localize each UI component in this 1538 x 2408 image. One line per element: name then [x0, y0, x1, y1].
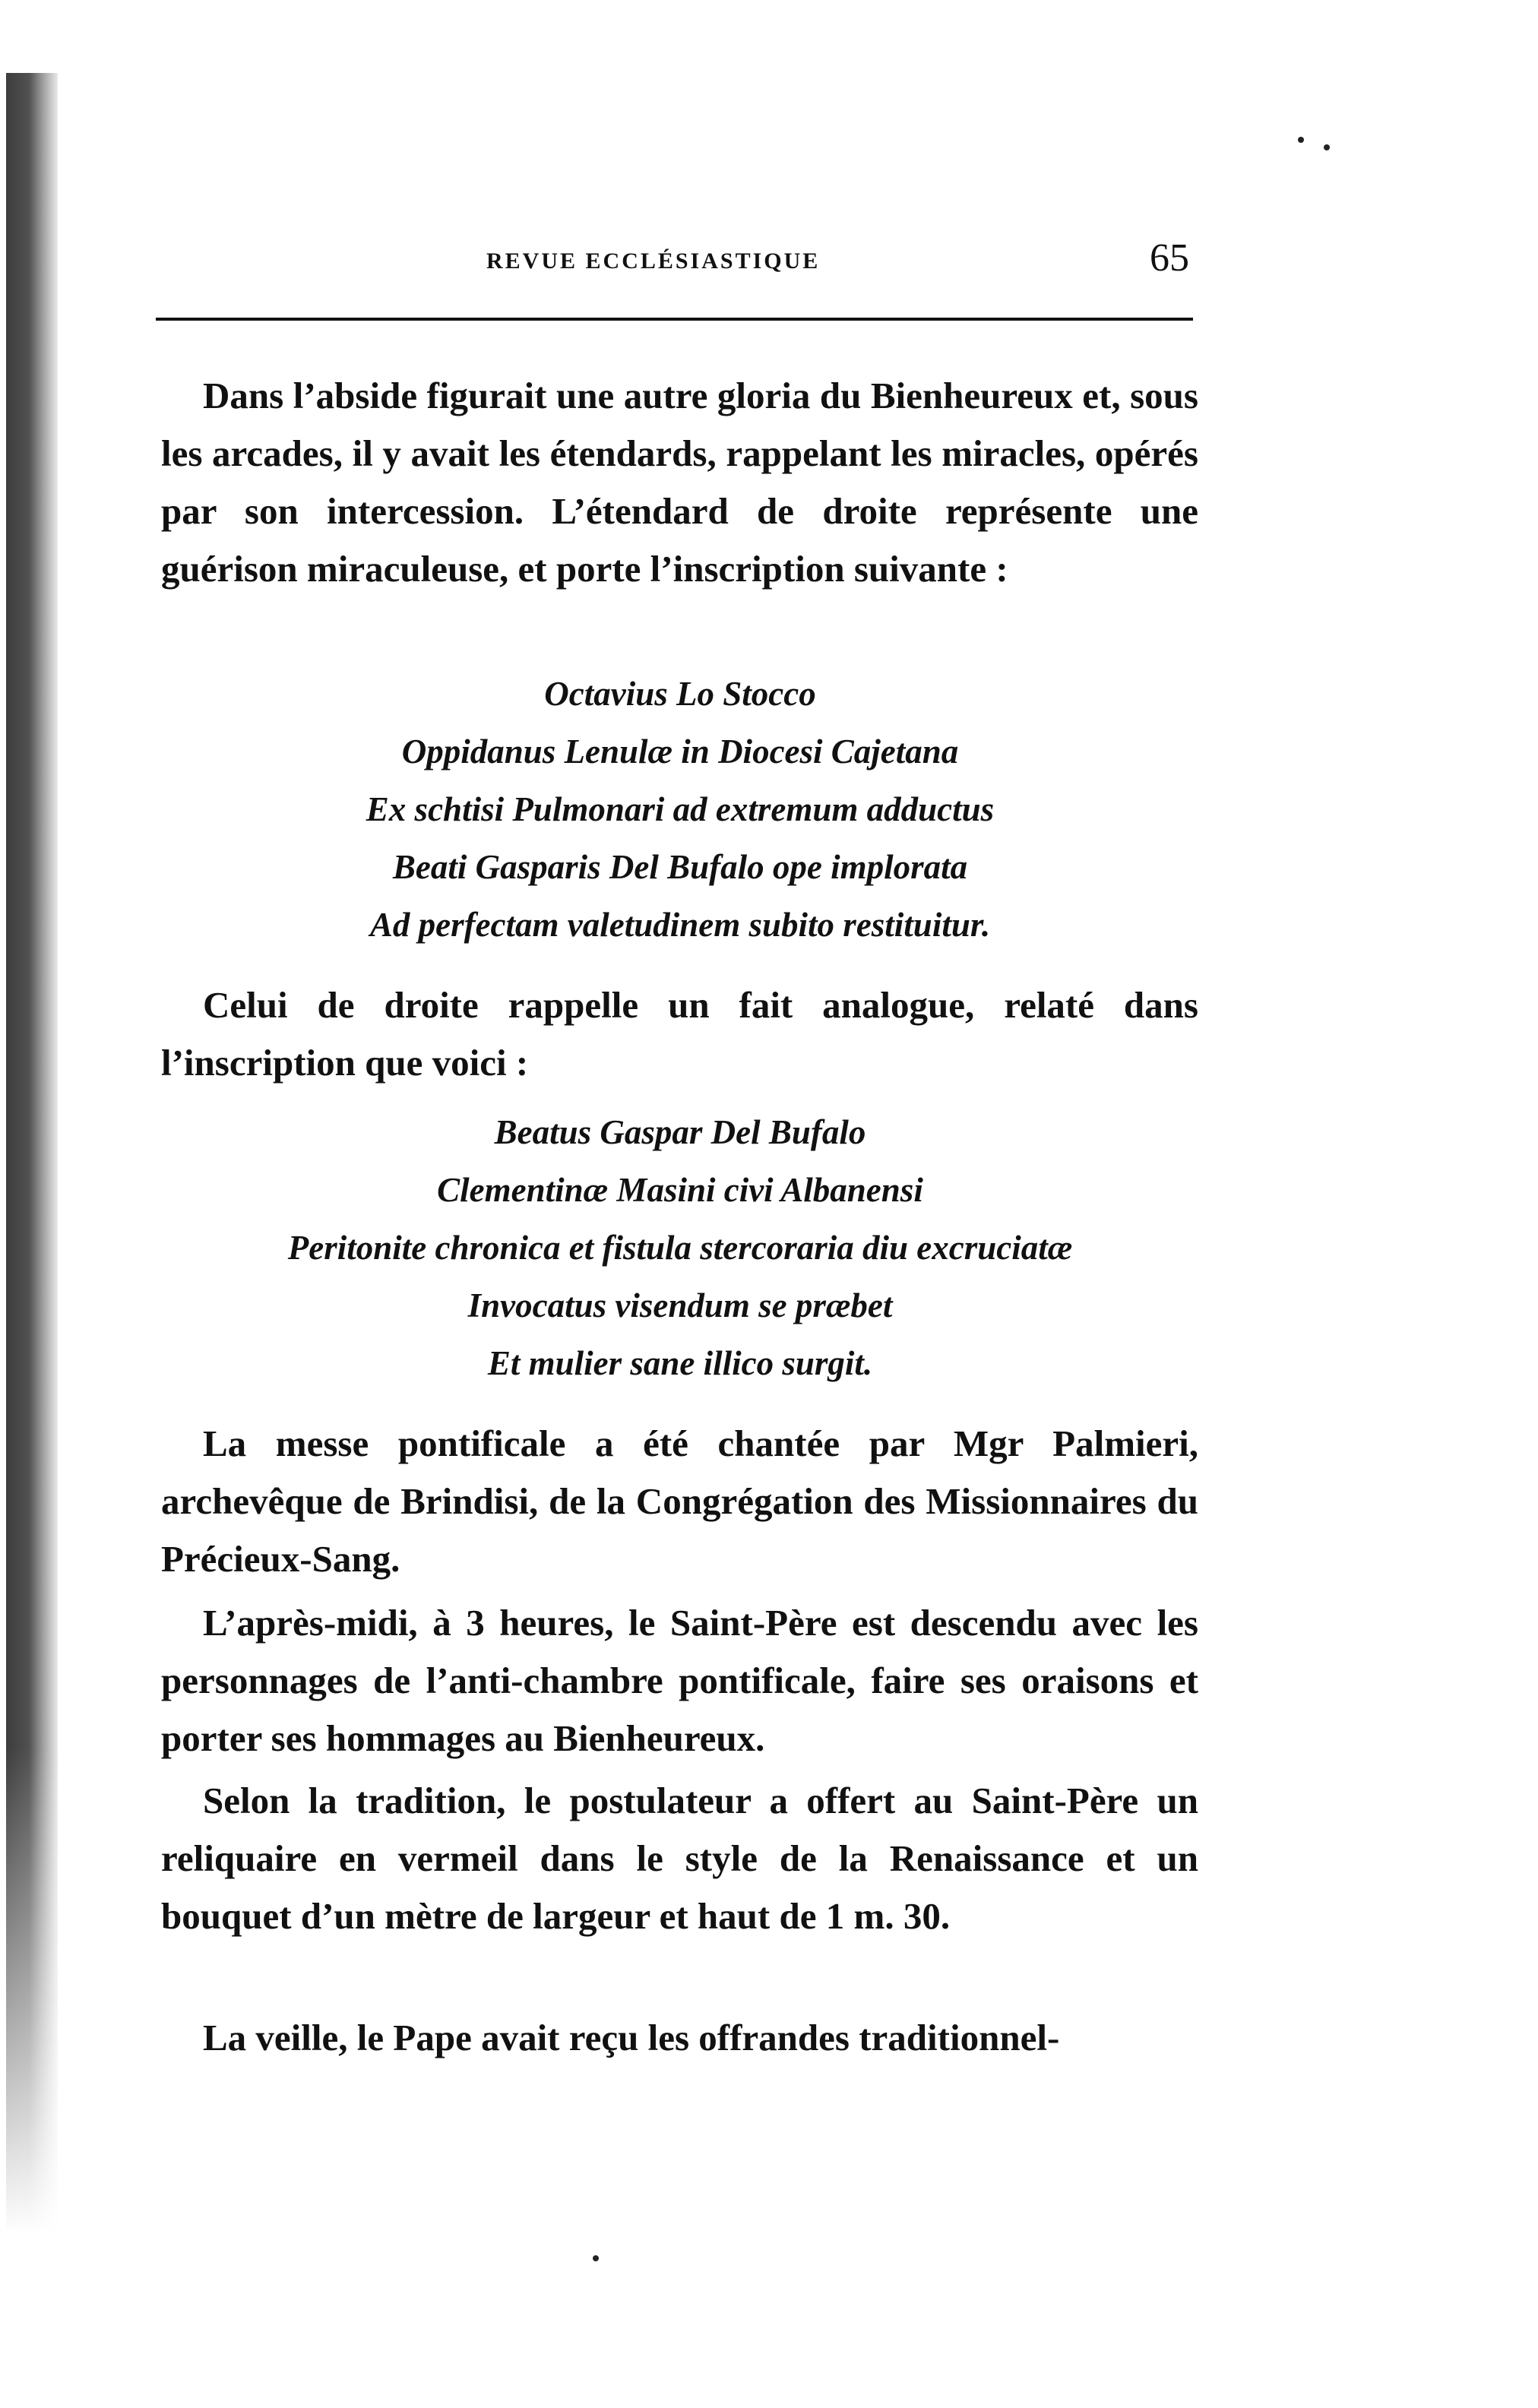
inscription-1-line: Ad perfectam valetudinem subito restituitur.	[369, 906, 991, 944]
paragraph-apres-midi: L’après-midi, à 3 heures, le Saint-Père est descendu avec les personnages de l’anti-chambre pontificale, faire ses oraisons et porter ses hommages au Bienheureux.	[161, 1602, 1198, 1759]
paragraph-abside: Dans l’abside figurait une autre gloria du Bienheureux et, sous les arcades, il y avait les étendards, rappelant les miracles, opérés par son intercession. L’étendard de droite représente une guérison miraculeuse, et porte l’inscription suivante :	[161, 375, 1198, 590]
paragraph-tradition: Selon la tradition, le postulateur a offert au Saint-Père un reliquaire en vermeil dans le style de la Renaissance et un bouquet d’un mètre de largeur et haut de 1 m. 30.	[161, 1780, 1198, 1937]
paragraph-celui: Celui de droite rappelle un fait analogue, relaté dans l’inscription que voici :	[161, 984, 1198, 1084]
header-rule	[156, 318, 1193, 321]
inscription-2-line: Beatus Gaspar Del Bufalo	[494, 1113, 866, 1151]
binding-fade	[6, 1748, 58, 2234]
inscription-1-line: Oppidanus Lenulæ in Diocesi Cajetana	[401, 733, 959, 770]
scan-speck	[1324, 144, 1330, 150]
scan-speck	[593, 2255, 599, 2261]
inscription-2-line: Et mulier sane illico surgit.	[487, 1344, 873, 1382]
scan-speck	[1298, 137, 1304, 143]
inscription-2-line: Peritonite chronica et fistula stercoraria diu excruciatæ	[287, 1229, 1073, 1267]
inscription-2-line: Invocatus visendum se præbet	[467, 1286, 893, 1324]
paragraph-veille: La veille, le Pape avait reçu les offrandes traditionnel-	[203, 2017, 1060, 2058]
inscription-2-line: Clementinæ Masini civi Albanensi	[437, 1171, 923, 1209]
running-head: REVUE ECCLÉSIASTIQUE	[486, 248, 821, 274]
page-number: 65	[1150, 236, 1189, 280]
paragraph-messe: La messe pontificale a été chantée par Mgr Palmieri, archevêque de Brindisi, de la Congrégation des Missionnaires du Précieux-Sang.	[161, 1422, 1198, 1580]
inscription-1-line: Beati Gasparis Del Bufalo ope implorata	[392, 848, 968, 886]
inscription-1-line: Octavius Lo Stocco	[544, 675, 816, 713]
inscription-1-line: Ex schtisi Pulmonari ad extremum adductus	[366, 790, 995, 828]
page-header	[152, 232, 1197, 293]
